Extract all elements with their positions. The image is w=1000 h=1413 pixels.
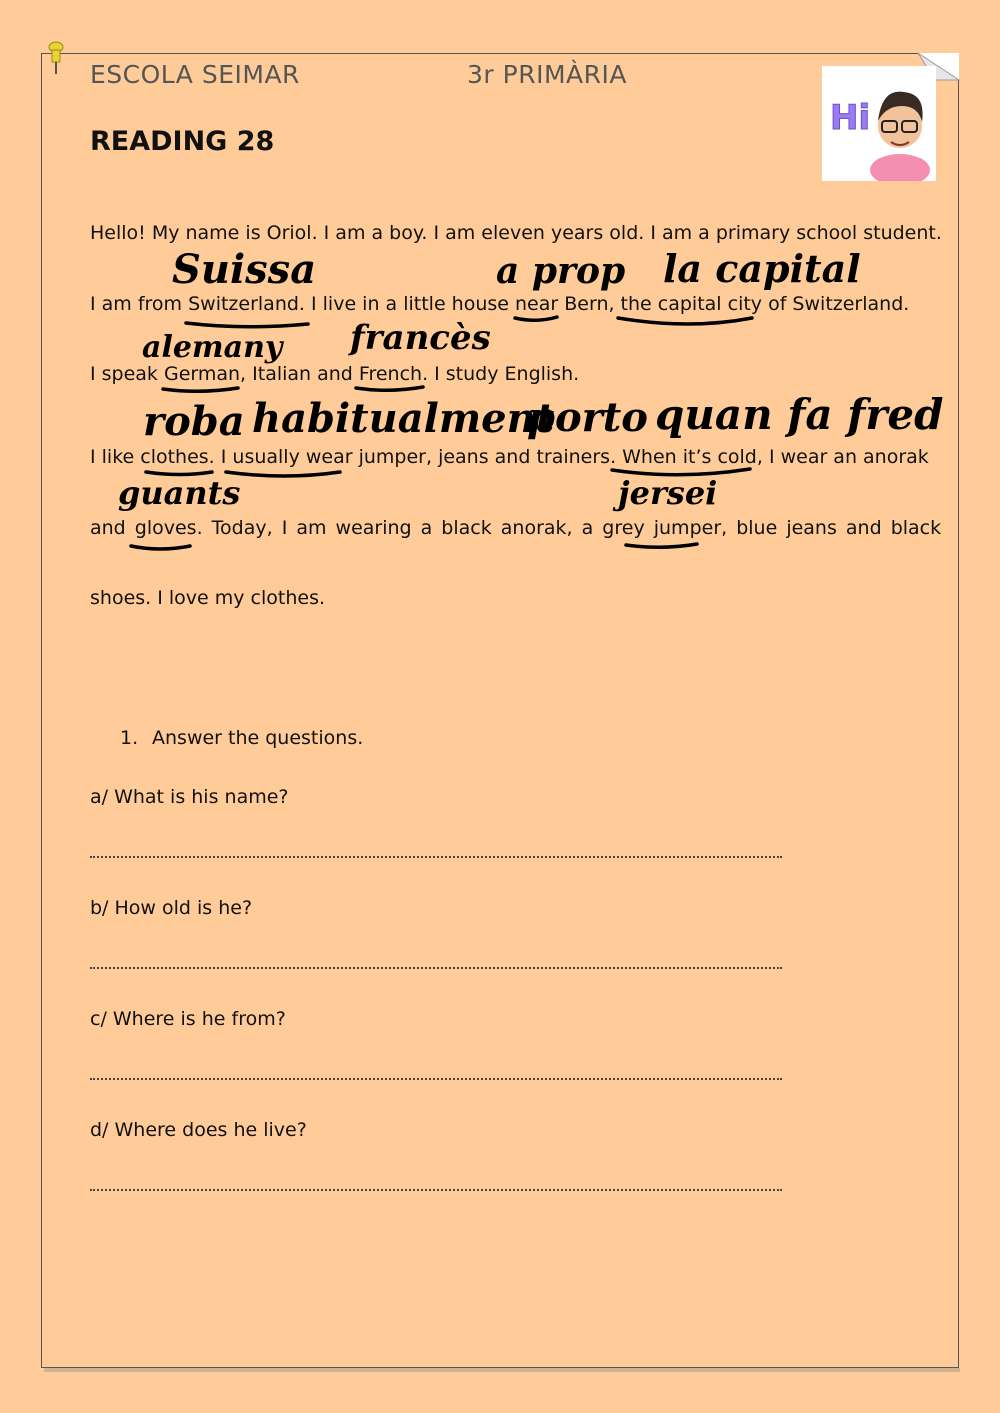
- page-title: READING 28: [90, 126, 275, 157]
- pushpin-icon: [49, 42, 63, 74]
- reading-line-2: I am from Switzerland. I live in a little house near Bern, the capital city of Switzerland.: [90, 293, 910, 315]
- annotation-quan-fa-fred: quan fa fred: [655, 390, 944, 439]
- answer-line-a[interactable]: [90, 856, 782, 858]
- annotation-guants: guants: [118, 474, 241, 512]
- annotation-porto: porto: [527, 394, 648, 441]
- reading-line-3: I speak German, Italian and French. I study English.: [90, 363, 580, 385]
- annotation-a-prop: a prop: [496, 250, 626, 292]
- annotation-suissa: Suissa: [172, 246, 317, 293]
- question-c: c/ Where is he from?: [90, 1008, 286, 1030]
- school-name: ESCOLA SEIMAR: [90, 60, 300, 89]
- answer-line-c[interactable]: [90, 1078, 782, 1080]
- annotation-la-capital: la capital: [663, 246, 861, 291]
- reading-line-5: and gloves. Today, I am wearing a black anorak, a grey jumper, blue jeans and black: [90, 517, 942, 539]
- reading-line-4: I like clothes. I usually wear jumper, jeans and trainers. When it’s cold, I wear an anorak: [90, 446, 929, 468]
- answer-line-d[interactable]: [90, 1189, 782, 1191]
- annotation-jersei: jersei: [618, 474, 718, 512]
- reading-line-6: shoes. I love my clothes.: [90, 587, 326, 609]
- question-d: d/ Where does he live?: [90, 1119, 307, 1141]
- grade-label: 3r PRIMÀRIA: [467, 60, 627, 89]
- answer-line-b[interactable]: [90, 967, 782, 969]
- annotation-roba: roba: [143, 398, 245, 445]
- avatar-hi-text: Hi: [830, 98, 871, 138]
- exercise-instruction: Answer the questions.: [152, 727, 364, 749]
- reading-line-1: Hello! My name is Oriol. I am a boy. I am eleven years old. I am a primary school student.: [90, 222, 942, 244]
- avatar: [822, 66, 936, 181]
- question-a: a/ What is his name?: [90, 786, 289, 808]
- exercise-number: 1.: [120, 727, 139, 749]
- annotation-habitualment: habitualment: [252, 395, 555, 442]
- annotation-alemany: alemany: [142, 330, 283, 365]
- annotation-frances: francès: [350, 318, 491, 358]
- question-b: b/ How old is he?: [90, 897, 253, 919]
